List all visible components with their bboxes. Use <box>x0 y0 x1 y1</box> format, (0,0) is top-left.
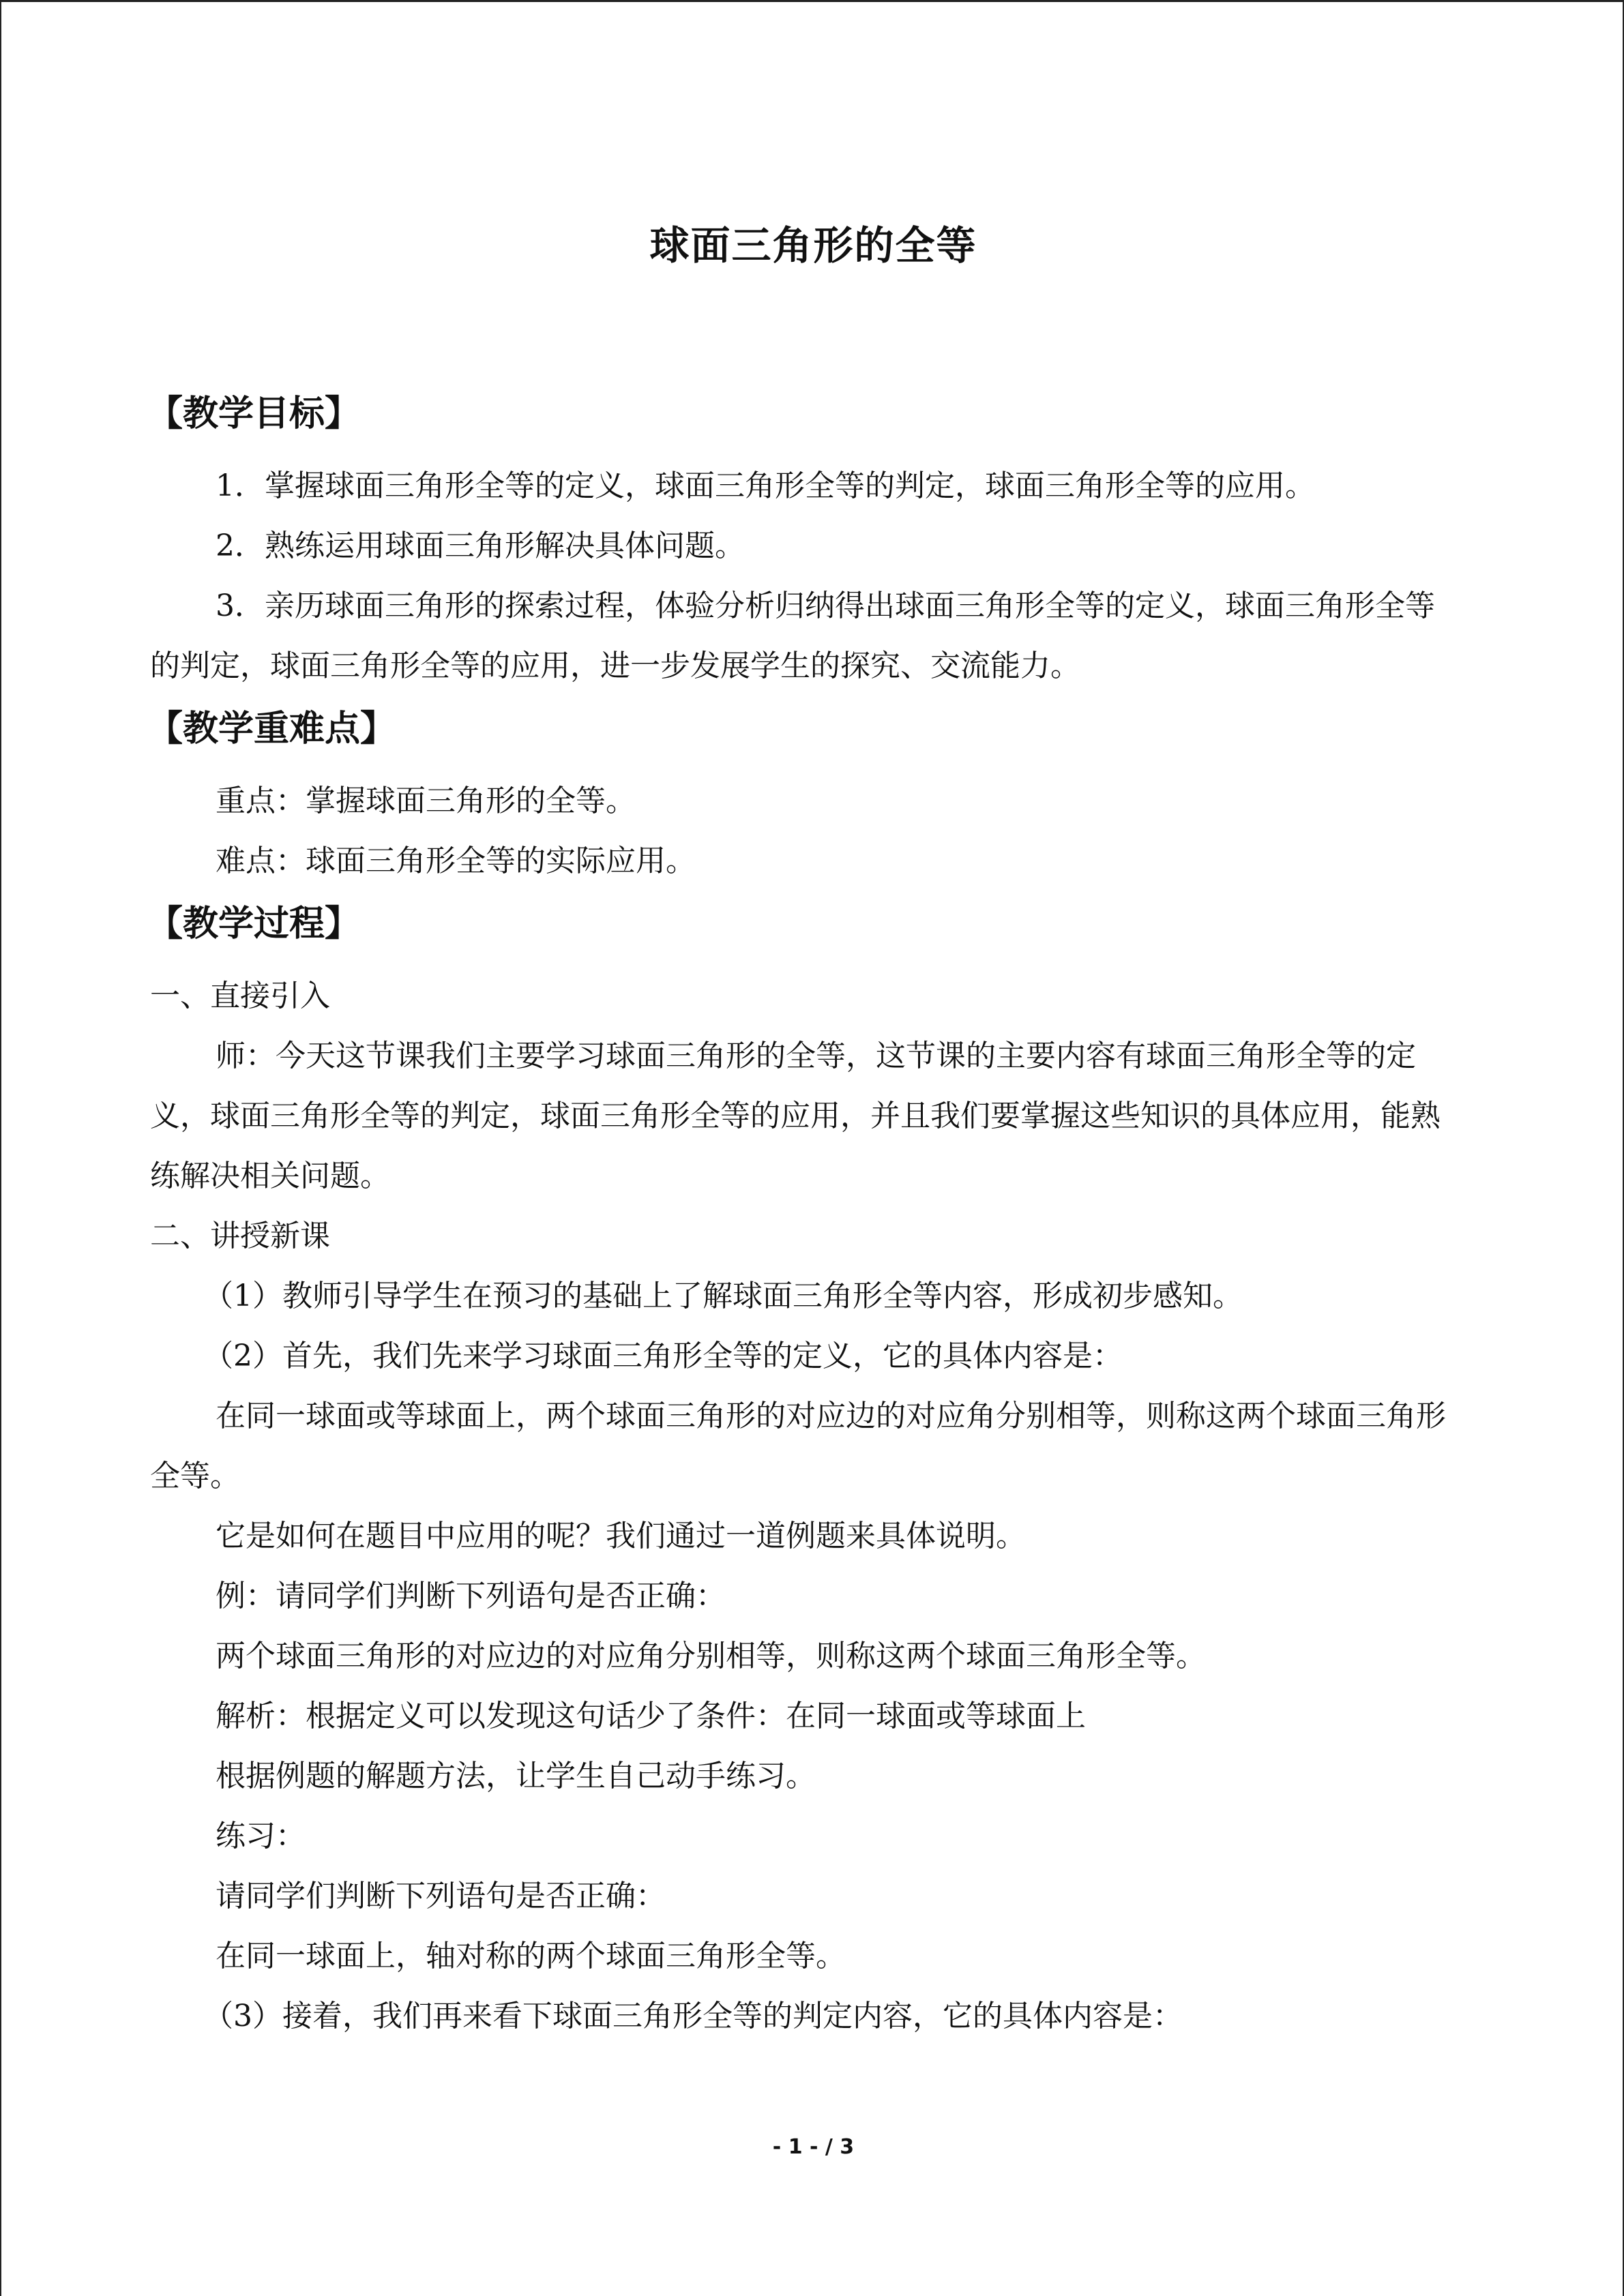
key-point-difficulty: 难点：球面三角形全等的实际应用。 <box>216 844 696 878</box>
practice-question: 请同学们判断下列语句是否正确： <box>216 1879 666 1913</box>
example-statement: 两个球面三角形的对应边的对应角分别相等，则称这两个球面三角形全等。 <box>216 1639 1206 1673</box>
document-body <box>147 384 1460 2046</box>
example-analysis: 解析：根据定义可以发现这句话少了条件：在同一球面或等球面上 <box>216 1699 1086 1733</box>
section-heading-process: 【教学过程】 <box>147 904 361 944</box>
application-question: 它是如何在题目中应用的呢？我们通过一道例题来具体说明。 <box>216 1519 1026 1553</box>
example-label: 例：请同学们判断下列语句是否正确： <box>216 1579 726 1613</box>
process-part2-title: 二、讲授新课 <box>150 1219 330 1253</box>
practice-intro: 根据例题的解题方法，让学生自己动手练习。 <box>216 1759 816 1793</box>
practice-label: 练习： <box>216 1819 306 1853</box>
process-item-2: （2）首先，我们先来学习球面三角形全等的定义，它的具体内容是： <box>203 1339 1123 1373</box>
section-heading-goals: 【教学目标】 <box>147 393 361 434</box>
page-number: - 1 - / 3 <box>772 2135 855 2159</box>
process-part1-text: 师：今天这节课我们主要学习球面三角形的全等，这节课的主要内容有球面三角形全等的定义，球面三角形全等的判定，球面三角形全等的应用，并且我们要掌握这些知识的具体应用，能熟练解决相关问题。 <box>150 1039 1441 1193</box>
key-point-focus: 重点：掌握球面三角形的全等。 <box>216 784 636 818</box>
goal-item-2: 2．熟练运用球面三角形解决具体问题。 <box>216 528 745 563</box>
definition-text: 在同一球面或等球面上，两个球面三角形的对应边的对应角分别相等，则称这两个球面三角形全等。 <box>150 1399 1446 1493</box>
process-part1-title: 一、直接引入 <box>150 979 330 1013</box>
document-title: 球面三角形的全等 <box>649 222 977 269</box>
process-item-3: （3）接着，我们再来看下球面三角形全等的判定内容，它的具体内容是： <box>203 1999 1183 2033</box>
process-item-1: （1）教师引导学生在预习的基础上了解球面三角形全等内容，形成初步感知。 <box>203 1279 1243 1313</box>
practice-statement: 在同一球面上，轴对称的两个球面三角形全等。 <box>216 1939 846 1973</box>
goal-item-3: 3．亲历球面三角形的探索过程，体验分析归纳得出球面三角形全等的定义，球面三角形全等的判定，球面三角形全等的应用，进一步发展学生的探究、交流能力。 <box>150 588 1435 683</box>
section-heading-key-points: 【教学重难点】 <box>147 709 396 749</box>
goal-item-1: 1．掌握球面三角形全等的定义，球面三角形全等的判定，球面三角形全等的应用。 <box>216 468 1315 503</box>
